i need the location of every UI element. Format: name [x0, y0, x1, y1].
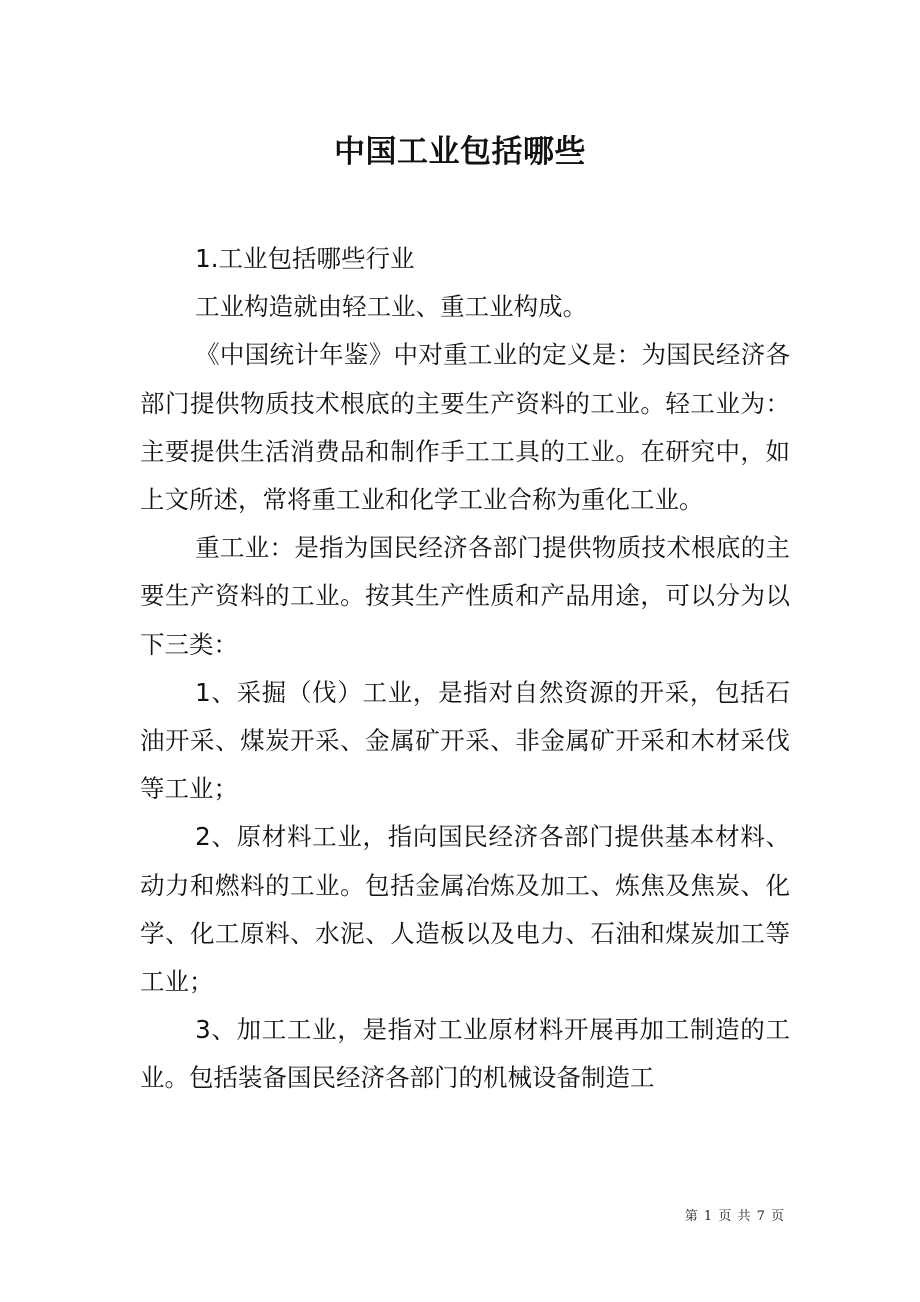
paragraph: 重工业：是指为国民经济各部门提供物质技术根底的主要生产资料的工业。按其生产性质和产品用途，可以分为以下三类： [140, 533, 790, 659]
document-body [140, 235, 790, 1103]
paragraph: 2、原材料工业，指向国民经济各部门提供基本材料、动力和燃料的工业。包括金属冶炼及加工、炼焦及焦炭、化学、化工原料、水泥、人造板以及电力、石油和煤炭加工等工业； [140, 822, 790, 997]
paragraph: 《中国统计年鉴》中对重工业的定义是：为国民经济各部门提供物质技术根底的主要生产资料的工业。轻工业为：主要提供生活消费品和制作手工工具的工业。在研究中，如上文所述，常将重工业和化学工业合称为重化工业。 [140, 340, 790, 515]
paragraph-heading: 1.工业包括哪些行业 [195, 244, 415, 273]
page-number-footer: 第 1 页 共 7 页 [684, 1209, 785, 1224]
document-title: 中国工业包括哪些 [334, 134, 586, 170]
paragraph: 3、加工工业，是指对工业原材料开展再加工制造的工业。包括装备国民经济各部门的机械设备制造工 [140, 1015, 790, 1093]
paragraph: 1、采掘（伐）工业，是指对自然资源的开采，包括石油开采、煤炭开采、金属矿开采、非金属矿开采和木材采伐等工业； [140, 677, 790, 804]
paragraph: 工业构造就由轻工业、重工业构成。 [195, 292, 588, 322]
